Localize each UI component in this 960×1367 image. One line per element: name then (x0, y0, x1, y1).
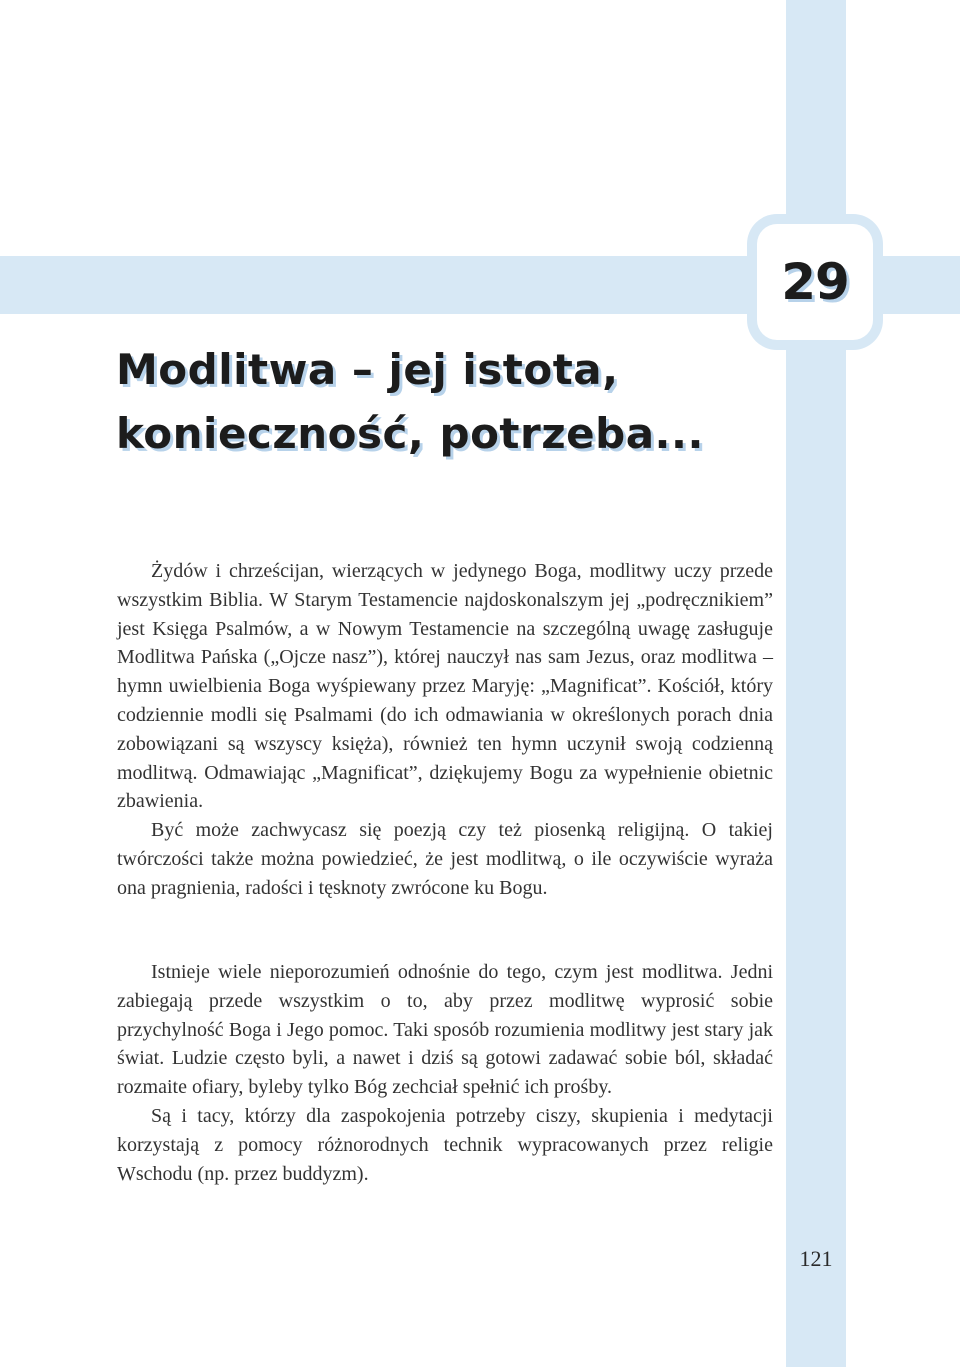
paragraph: Są i tacy, którzy dla zaspokojenia potrzeby ciszy, skupienia i medytacji korzystają z pomocy różnorodnych technik wypracowanych przez religie Wschodu (np. przez buddyzm). (117, 1104, 773, 1185)
text-section-2 (117, 958, 773, 1188)
page-number: 121 (799, 1246, 833, 1271)
chapter-number-badge (747, 214, 883, 350)
chapter-title-line-2: konieczność, potrzeba... (116, 409, 704, 458)
chapter-title (116, 338, 756, 466)
chapter-title-line-1: Modlitwa – jej istota, (116, 345, 619, 394)
vertical-accent-band (786, 0, 846, 1367)
paragraph: Żydów i chrześcijan, wierzących w jedynego Boga, modlitwy uczy przede wszystkim Biblia. W Starym Testamencie najdoskonalszym jej „podręcznikiem” jest Księga Psalmów, a w Nowym Testamencie na szczególną uwagę zasługuje Modlitwa Pańska („Ojcze nasz”), której nauczył nas sam Jezus, oraz modlitwa – hymn uwielbienia Boga wyśpiewany przez Maryję: „Magnificat”. Kościół, który codziennie modli się Psalmami (do ich odmawiania w określonych porach dnia zobowiązani są wszyscy księża), również ten hymn uczynił swoją codzienną modlitwą. Odmawiając „Magnificat”, dziękujemy Bogu za wypełnienie obietnic zbawienia. (117, 560, 773, 813)
chapter-number-frame (757, 224, 873, 340)
chapter-number: 29 (781, 253, 849, 311)
text-section-1 (117, 557, 773, 903)
paragraph: Być może zachwycasz się poezją czy też piosenką religijną. O takiej twórczości także można powiedzieć, że jest modlitwą, o ile oczywiście wyraża ona pragnienia, radości i tęsknoty zwrócone ku Bogu. (117, 819, 773, 899)
paragraph: Istnieje wiele nieporozumień odnośnie do tego, czym jest modlitwa. Jedni zabiegają przede wszystkim o to, aby przez modlitwę wyprosić sobie przychylność Boga i Jego pomoc. Taki sposób rozumienia modlitwy jest stary jak świat. Ludzie często byli, a nawet i dziś są gotowi zadawać sobie ból, składać rozmaite ofiary, byleby tylko Bóg zechciał spełnić ich prośby. (117, 961, 773, 1099)
